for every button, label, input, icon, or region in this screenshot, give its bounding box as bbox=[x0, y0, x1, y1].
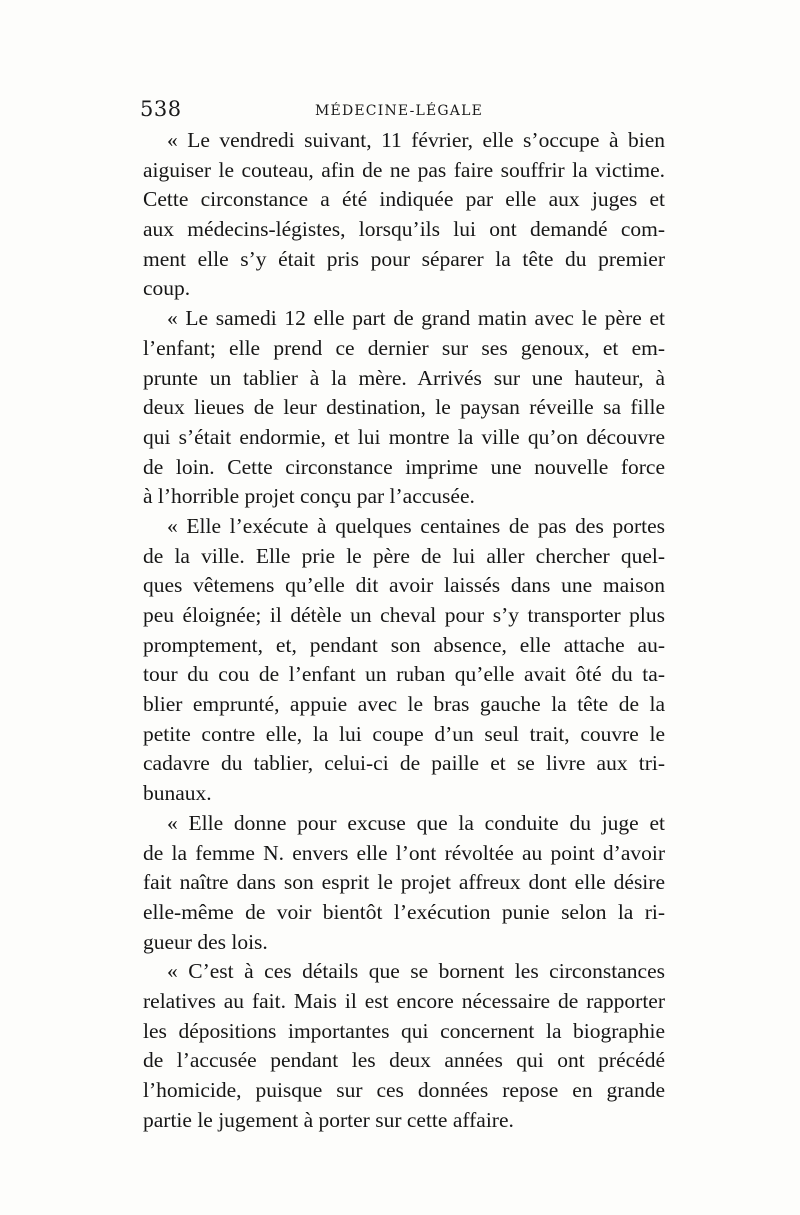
paragraph bbox=[143, 809, 665, 957]
text-line: promptement, et, pendant son absence, elle attache au- bbox=[143, 632, 665, 657]
paragraph bbox=[143, 957, 665, 1135]
text-line: aiguiser le couteau, afin de ne pas faire souffrir la victime. bbox=[143, 157, 665, 182]
text-line: peu éloignée; il détèle un cheval pour s’y transporter plus bbox=[143, 603, 665, 627]
page-number: 538 bbox=[140, 97, 182, 121]
text-line: de loin. Cette circonstance imprime une nouvelle force bbox=[143, 454, 665, 479]
paragraph bbox=[143, 304, 665, 512]
page-header bbox=[140, 97, 665, 123]
text-line: « Le vendredi suivant, 11 février, elle s’occupe à bien bbox=[167, 128, 665, 152]
text-line: de la femme N. envers elle l’ont révoltée au point d’avoir bbox=[143, 840, 665, 865]
text-line: cadavre du tablier, celui-ci de paille et se livre aux tri- bbox=[143, 751, 665, 776]
text-line: relatives au fait. Mais il est encore nécessaire de rapporter bbox=[143, 988, 665, 1013]
text-line: ques vêtemens qu’elle dit avoir laissés dans une maison bbox=[143, 573, 665, 598]
paragraph bbox=[143, 512, 665, 809]
text-line: Cette circonstance a été indiquée par elle aux juges et bbox=[143, 187, 665, 212]
text-line: qui s’était endormie, et lui montre la ville qu’on découvre bbox=[143, 424, 665, 449]
text-line: deux lieues de leur destination, le paysan réveille sa fille bbox=[143, 395, 665, 420]
text-line: tour du cou de l’enfant un ruban qu’elle avait ôté du ta- bbox=[143, 662, 665, 687]
text-line: « Elle donne pour excuse que la conduite du juge et bbox=[167, 810, 665, 835]
text-line: blier emprunté, appuie avec le bras gauche la tête de la bbox=[143, 692, 665, 717]
body-text bbox=[143, 126, 665, 1135]
text-line: coup. bbox=[143, 276, 191, 301]
text-line: de l’accusée pendant les deux années qui ont précédé bbox=[143, 1048, 665, 1073]
text-line: à l’horrible projet conçu par l’accusée. bbox=[143, 484, 475, 509]
text-line: les dépositions importantes qui concernent la biographie bbox=[143, 1018, 665, 1043]
text-line: « C’est à ces détails que se bornent les circonstances bbox=[167, 959, 665, 984]
paragraph bbox=[143, 126, 665, 304]
text-line: partie le jugement à porter sur cette affaire. bbox=[143, 1107, 514, 1132]
text-line: gueur des lois. bbox=[143, 929, 268, 954]
text-line: l’homicide, puisque sur ces données repose en grande bbox=[143, 1078, 665, 1102]
text-line: l’enfant; elle prend ce dernier sur ses genoux, et em- bbox=[143, 335, 665, 360]
text-line: elle-même de voir bientôt l’exécution punie selon la ri- bbox=[143, 899, 665, 924]
running-title: MÉDECINE-LÉGALE bbox=[315, 103, 484, 119]
text-line: fait naître dans son esprit le projet affreux dont elle désire bbox=[143, 870, 665, 895]
text-line: « Elle l’exécute à quelques centaines de pas des portes bbox=[167, 513, 665, 538]
text-line: bunaux. bbox=[143, 781, 212, 806]
text-line: petite contre elle, la lui coupe d’un seul trait, couvre le bbox=[143, 721, 665, 746]
text-line: « Le samedi 12 elle part de grand matin avec le père et bbox=[167, 306, 665, 331]
text-line: ment elle s’y était pris pour séparer la tête du premier bbox=[143, 246, 665, 271]
text-line: de la ville. Elle prie le père de lui aller chercher quel- bbox=[143, 543, 665, 568]
text-line: prunte un tablier à la mère. Arrivés sur une hauteur, à bbox=[143, 365, 665, 390]
text-line: aux médecins-légistes, lorsqu’ils lui ont demandé com- bbox=[143, 217, 665, 242]
